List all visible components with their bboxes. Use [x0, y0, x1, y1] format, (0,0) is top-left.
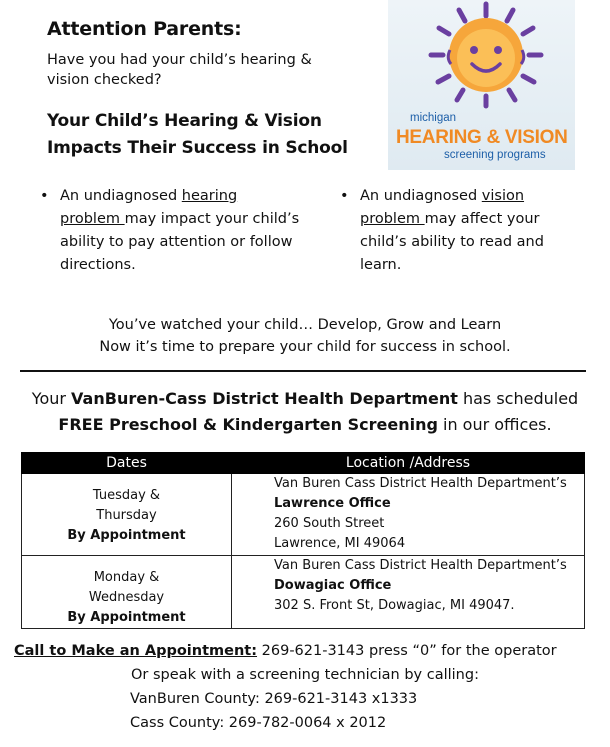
department-name: Van Buren Cass District Health Department’s — [274, 476, 567, 491]
address-line: Lawrence, MI 49064 — [274, 536, 406, 551]
divider — [20, 370, 586, 372]
date-line: Thursday — [96, 508, 157, 523]
department-name: Van Buren Cass District Health Department’s — [274, 558, 567, 573]
location-header: Location /Address — [232, 453, 585, 474]
appointment-note: By Appointment — [67, 610, 186, 625]
headline: Your Child’s Hearing & Vision Impacts Their Success in School — [47, 111, 348, 158]
michigan-hearing-vision-logo — [388, 0, 575, 170]
logo-screening-text: screening programs — [444, 149, 546, 161]
cass-phone: Cass County: 269-782-0064 x 2012 — [130, 715, 387, 731]
date-cell — [22, 474, 232, 556]
location-cell — [232, 556, 585, 629]
address-line: 302 S. Front St, Dowagiac, MI 49047. — [274, 598, 515, 613]
office-name: Lawrence Office — [274, 496, 391, 511]
sched-post-2: in our offices. — [437, 415, 552, 434]
call-line — [14, 643, 557, 659]
sun-face-icon — [388, 0, 575, 112]
address-line: 260 South Street — [274, 516, 385, 531]
watched-message — [0, 314, 610, 358]
attention-heading: Attention Parents: — [47, 18, 242, 40]
health-department-name: VanBuren-Cass District Health Department — [71, 389, 458, 408]
screening-table — [21, 452, 585, 629]
appointment-note: By Appointment — [67, 528, 186, 543]
hearing-vision-question: Have you had your child’s hearing & vision checked? — [47, 52, 312, 88]
bullet-pre: An undiagnosed — [60, 188, 182, 204]
bullet-pre: An undiagnosed — [360, 188, 482, 204]
hearing-problem-link: hearing problem — [60, 188, 238, 227]
logo-hearing-vision-text: HEARING & VISION — [396, 127, 568, 148]
call-number: 269-621-3143 press “0” for the operator — [257, 643, 557, 659]
bullet-post: may affect your child’s ability to read and learn. — [360, 211, 544, 273]
table-row — [22, 474, 585, 556]
dates-header: Dates — [22, 453, 232, 474]
schedule-announcement — [0, 386, 610, 438]
free-screening-title: FREE Preschool & Kindergarten Screening — [58, 415, 438, 434]
office-name: Dowagiac Office — [274, 578, 392, 593]
watched-line-1: You’ve watched your child… Develop, Grow and Learn — [108, 317, 502, 333]
location-cell — [232, 474, 585, 556]
bullet-dot-icon: • — [40, 188, 49, 204]
bullet-post: may impact your child’s ability to pay attention or follow directions. — [60, 211, 300, 273]
speak-line: Or speak with a screening technician by calling: — [131, 667, 479, 683]
vision-bullet — [340, 185, 590, 285]
date-line: Monday & — [93, 570, 160, 585]
vanburen-phone: VanBuren County: 269-621-3143 x1333 — [130, 691, 418, 707]
vision-problem-link: vision problem — [360, 188, 525, 227]
bullet-dot-icon: • — [340, 188, 349, 204]
table-row — [22, 556, 585, 629]
sched-post: has scheduled — [457, 389, 579, 408]
hearing-bullet — [40, 185, 310, 285]
call-label: Call to Make an Appointment: — [14, 643, 258, 659]
table-header-row — [22, 453, 585, 474]
date-cell — [22, 556, 232, 629]
watched-line-2: Now it’s time to prepare your child for success in school. — [99, 339, 511, 355]
date-line: Wednesday — [88, 590, 165, 605]
date-line: Tuesday & — [92, 488, 161, 503]
logo-michigan-text: michigan — [410, 112, 457, 124]
sched-pre: Your — [31, 389, 72, 408]
